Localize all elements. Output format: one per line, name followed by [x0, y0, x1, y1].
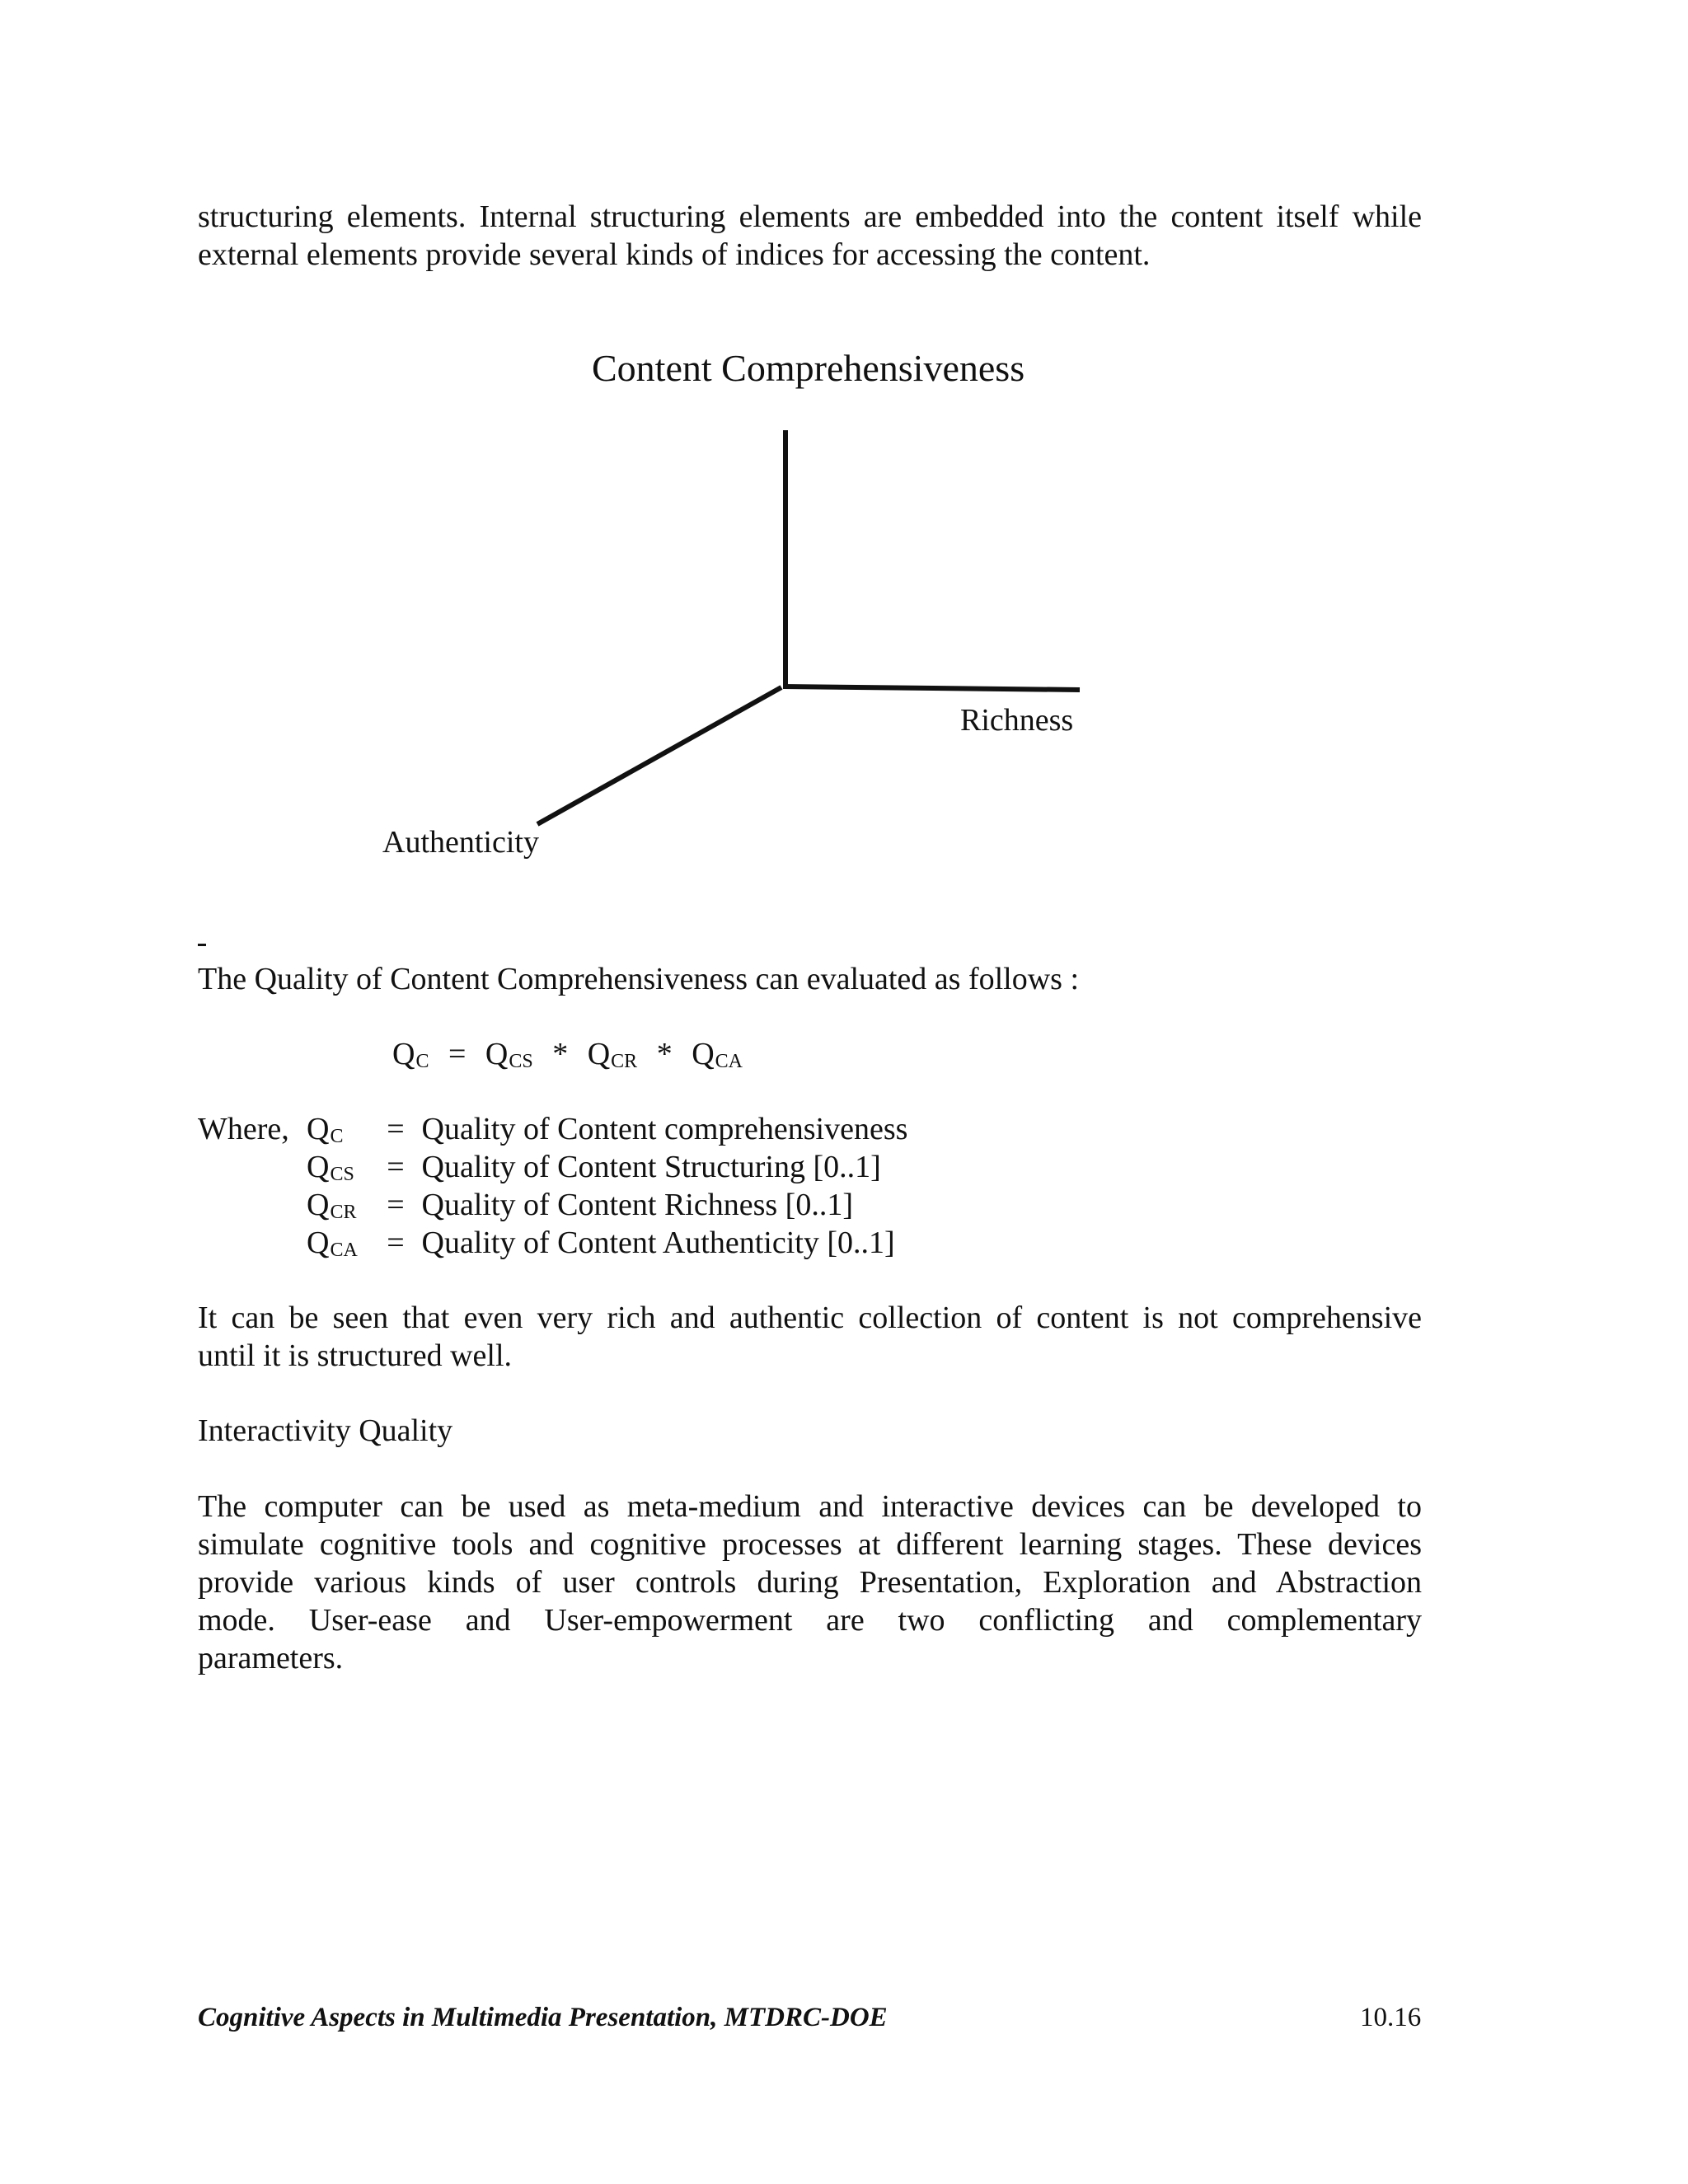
- formula-term-1: QCS: [485, 1037, 533, 1072]
- formula-times-2: *: [656, 1037, 673, 1071]
- where-label: Where,: [198, 1112, 289, 1146]
- intro-line-2: external elements provide several kinds of indices for accessing the content.: [198, 237, 1151, 272]
- intro-line-1: structuring elements. Internal structuring elements are embedded into the content itself while: [198, 199, 1422, 234]
- diagram-title: Content Comprehensiveness: [592, 347, 1025, 389]
- stray-dash: [198, 944, 206, 946]
- formula: [392, 1036, 743, 1073]
- definition-row: QCS = Quality of Content Structuring [0..1]: [307, 1150, 881, 1185]
- paragraph2-line-2: simulate cognitive tools and cognitive processes at different learning stages. These devices: [198, 1527, 1422, 1562]
- formula-term-3: QCA: [692, 1037, 743, 1072]
- footer-title: Cognitive Aspects in Multimedia Presentation, MTDRC-DOE: [198, 2003, 888, 2032]
- authenticity-label: Authenticity: [382, 825, 539, 860]
- paragraph2-line-1: The computer can be used as meta-medium and interactive devices can be developed to: [198, 1489, 1422, 1524]
- authenticity-axis: [537, 687, 781, 824]
- formula-times-1: *: [552, 1037, 569, 1071]
- paragraph1-line-1: It can be seen that even very rich and authentic collection of content is not comprehensive: [198, 1301, 1422, 1335]
- paragraph1-line-2: until it is structured well.: [198, 1338, 513, 1373]
- definition-row: Where, QC = Quality of Content comprehensiveness: [198, 1112, 908, 1147]
- page-number: 10.16: [1360, 2003, 1422, 2032]
- section-heading: Interactivity Quality: [198, 1413, 453, 1448]
- definition-row: QCA = Quality of Content Authenticity [0..1]: [307, 1226, 895, 1261]
- richness-axis: [783, 687, 1080, 690]
- formula-equals: =: [448, 1037, 467, 1071]
- definition-row: QCR = Quality of Content Richness [0..1]: [307, 1188, 853, 1223]
- richness-label: Richness: [960, 703, 1074, 738]
- formula-lhs: QC: [392, 1037, 429, 1072]
- paragraph2-line-5: parameters.: [198, 1641, 344, 1675]
- paragraph2-line-3: provide various kinds of user controls during Presentation, Exploration and Abstraction: [198, 1565, 1422, 1600]
- formula-term-2: QCR: [587, 1037, 638, 1072]
- evaluation-intro: The Quality of Content Comprehensiveness can evaluated as follows :: [198, 962, 1080, 996]
- paragraph2-line-4: mode. User-ease and User-empowerment are two conflicting and complementary: [198, 1603, 1422, 1638]
